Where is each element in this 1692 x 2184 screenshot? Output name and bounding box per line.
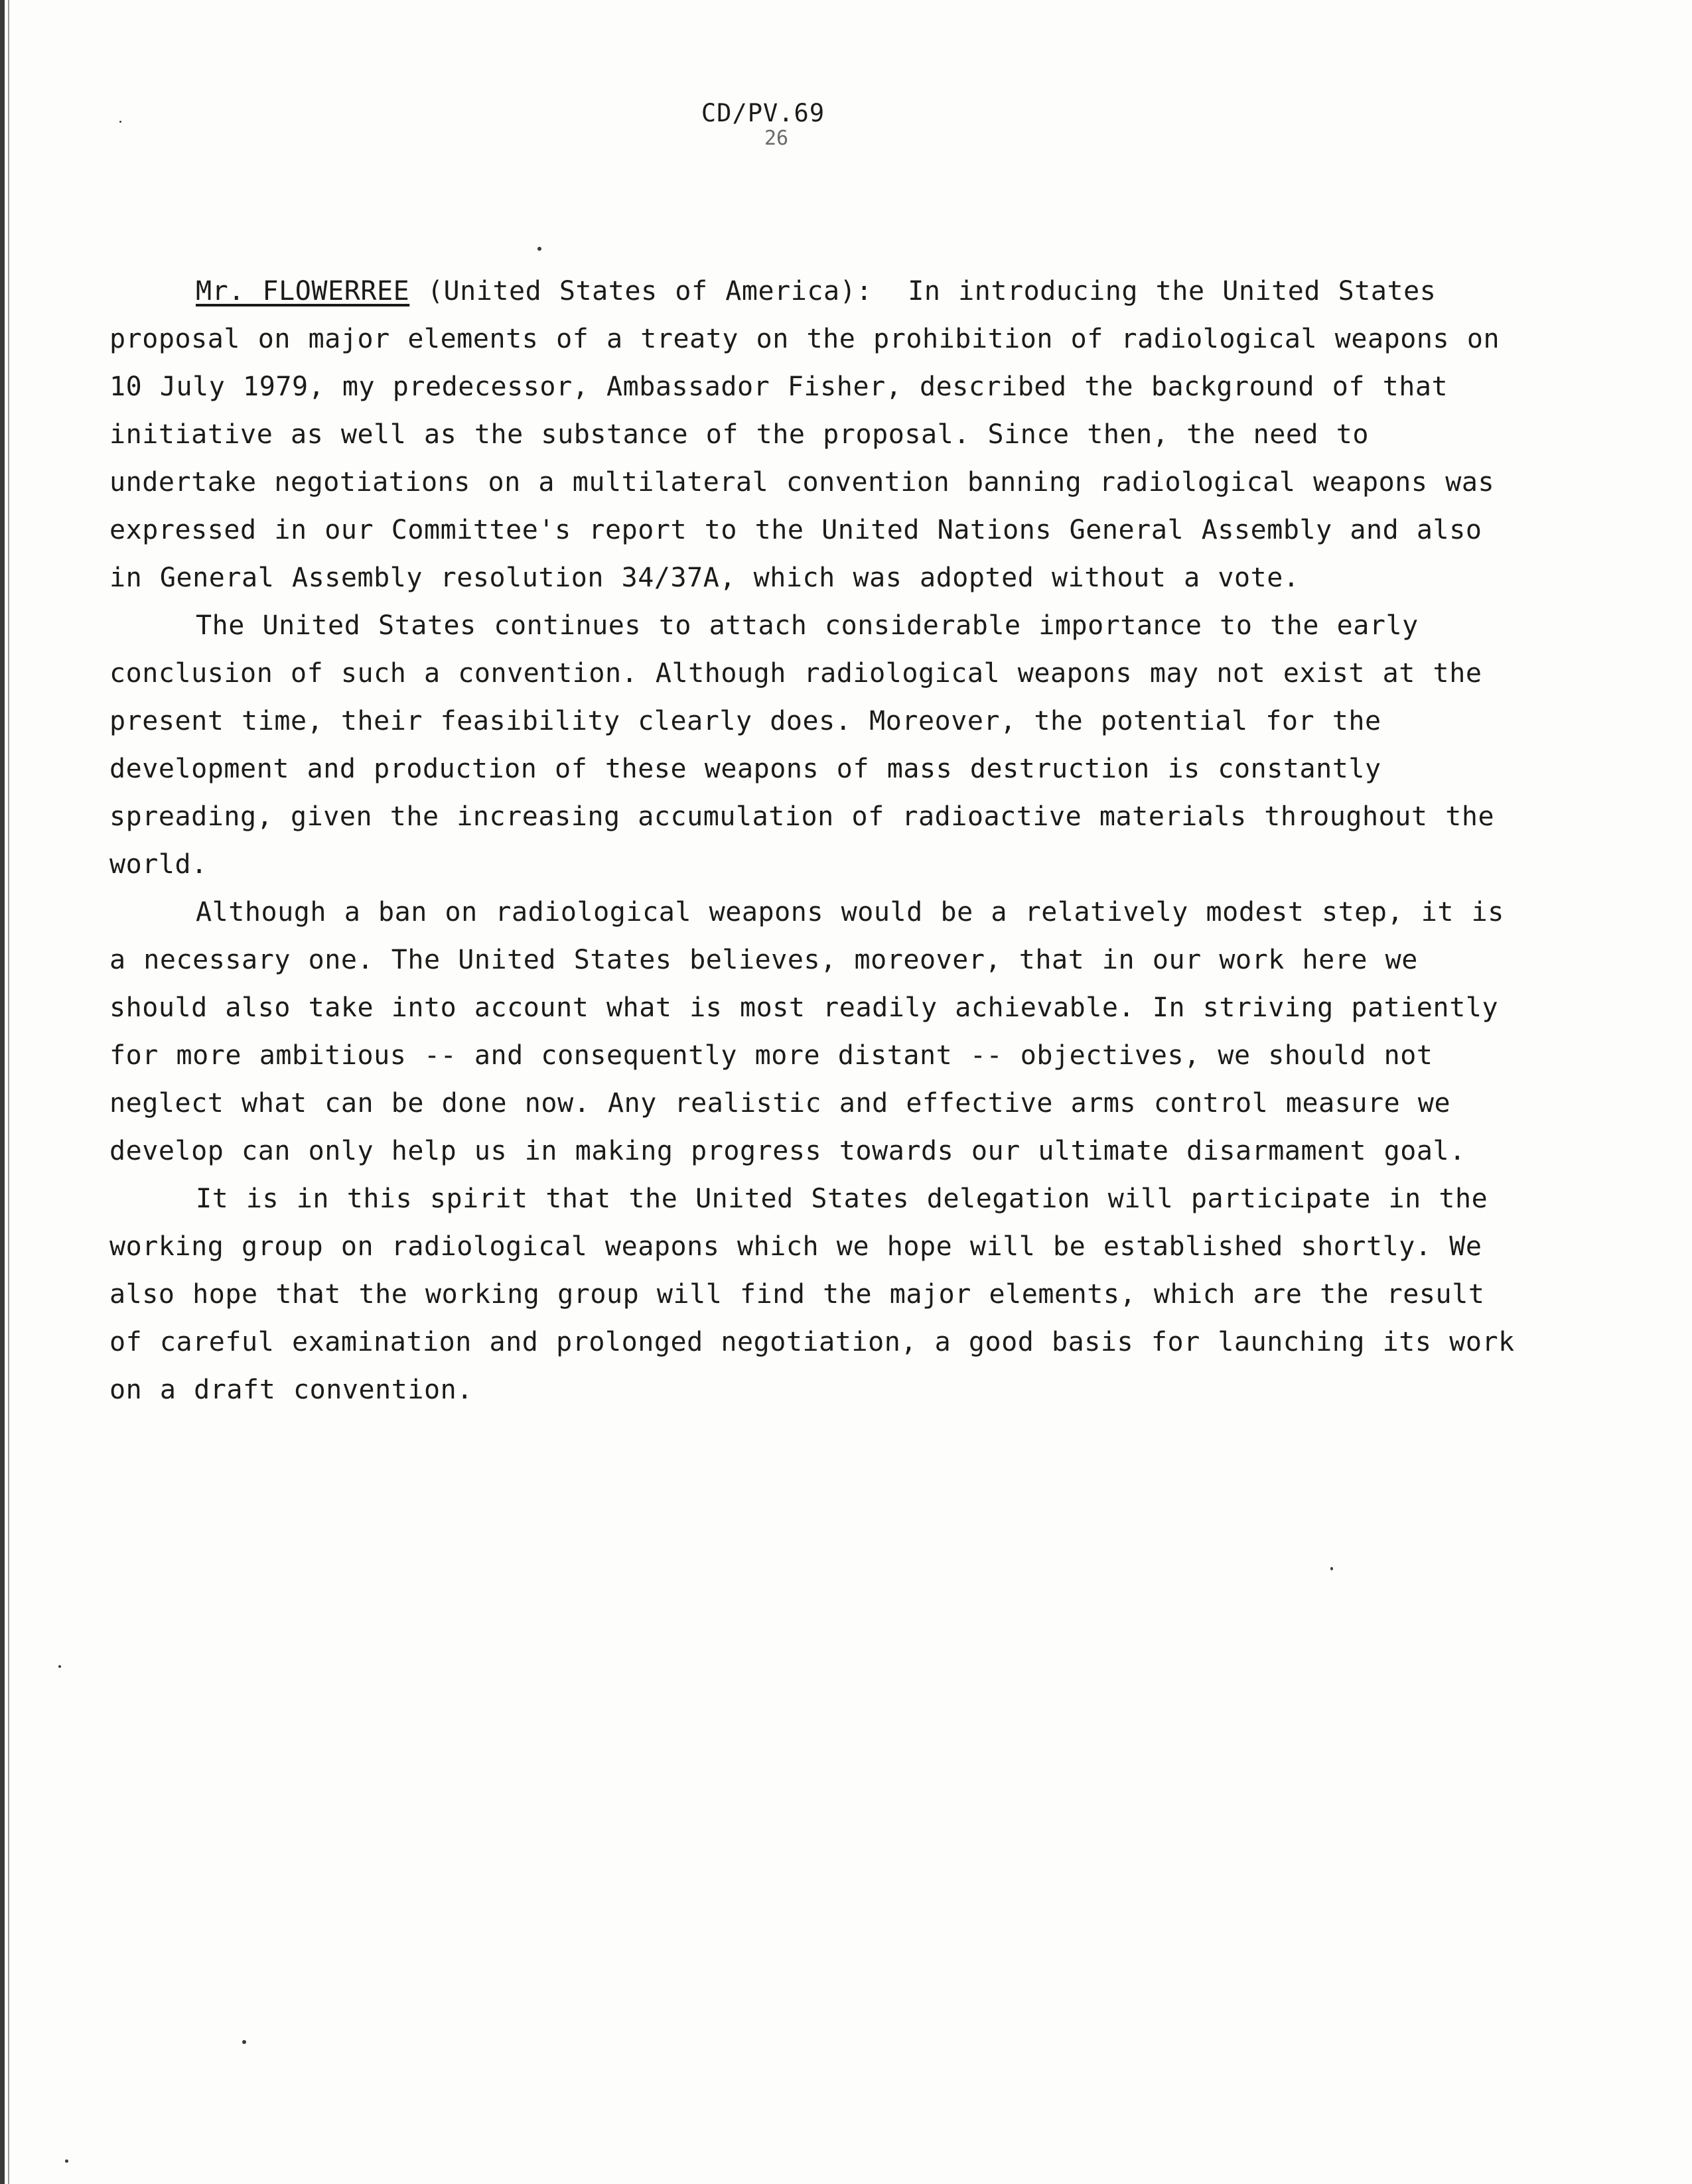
scan-speck (242, 2040, 246, 2044)
scan-speck (65, 2159, 68, 2163)
scan-speck (58, 1665, 61, 1668)
paragraph-2: The United States continues to attach considerable importance to the early conclusion of such a convention. Although radiological weapons may not exist at the present time, their feasibility clearly does. Moreover, the potential for the development and production of these weapons of mass destruction is constantly spreading, given the increasing accumulation of radioactive materials throughout the world. (109, 610, 1495, 880)
statement-body (109, 267, 1529, 1414)
speaker-name: Mr. FLOWERREE (196, 276, 410, 307)
page-header (664, 98, 863, 149)
scan-speck (1330, 1567, 1333, 1570)
scan-speck (119, 121, 121, 123)
speaker-country: (United States of America): (427, 276, 873, 307)
paragraph-1 (109, 267, 1529, 602)
page-number: 26 (764, 127, 789, 150)
scan-binding-edge (0, 0, 5, 2184)
scan-speck (537, 247, 541, 251)
paragraph-1-text: In introducing the United States proposal on major elements of a treaty on the prohibition of radiological weapons on 10 July 1979, my predecessor, Ambassador Fisher, described the background of that initiative as well as the substance of the proposal. Since then, the need to undertake negotiations on a multilateral convention banning radiological weapons was expressed in our Committee's report to the United Nations General Assembly and also in General Assembly resolution 34/37A, which was adopted without a vote. (109, 276, 1500, 593)
paragraph-3: Although a ban on radiological weapons would be a relatively modest step, it is a necessary one. The United States believes, moreover, that in our work here we should also take into account what is most readily achievable. In striving patiently for more ambitious -- and consequently more distant -- objectives, we should not neglect what can be done now. Any realistic and effective arms control measure we develop can only help us in making progress towards our ultimate disarmament goal. (109, 897, 1504, 1166)
document-symbol: CD/PV.69 (701, 99, 825, 127)
paragraph-4: It is in this spirit that the United States delegation will participate in the working group on radiological weapons which we hope will be established shortly. We also hope that the working group will find the major elements, which are the result of careful examination and prolonged negotiation, a good basis for launching its work on a draft convention. (109, 1184, 1515, 1405)
scan-margin-line (8, 0, 9, 2184)
